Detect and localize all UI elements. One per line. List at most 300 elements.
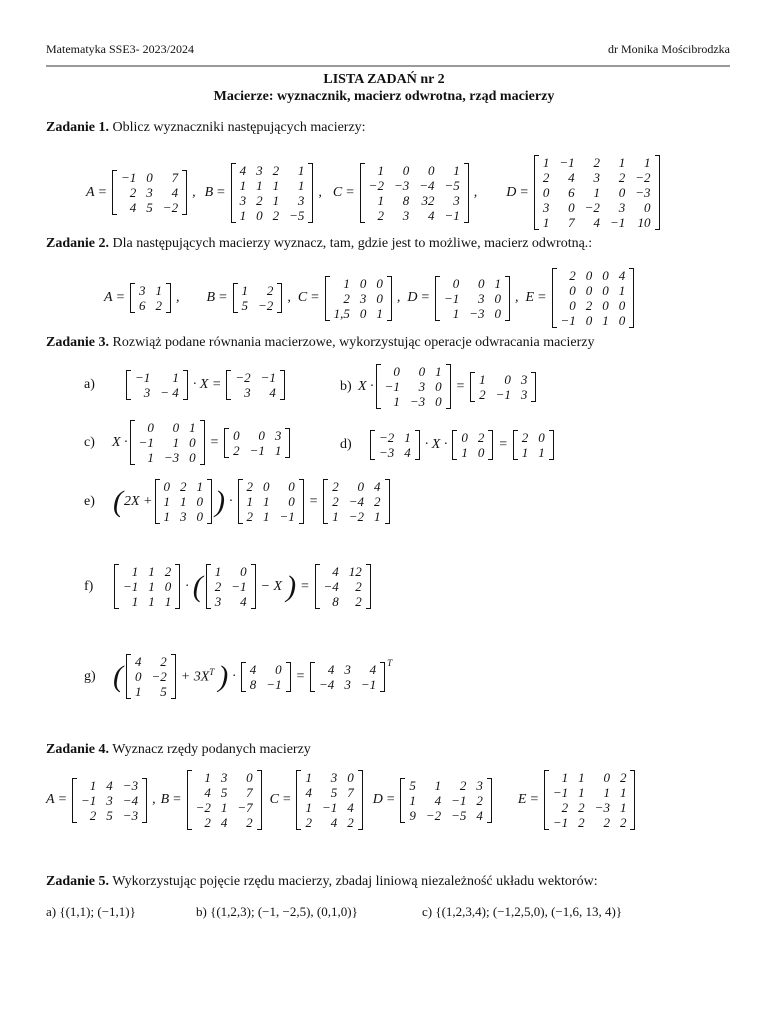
equation-c: c) X · 0 0 1 −1 1 0 1 −3 0 = 0 0 3 2 −1 1 <box>84 420 292 465</box>
matrix-cell: 2 <box>459 777 467 793</box>
matrix-cell: −3 <box>594 800 610 815</box>
matrix-row <box>380 364 447 379</box>
matrix-cell: 0 <box>357 479 365 494</box>
matrix-row <box>439 306 506 321</box>
equation-a: a) −1 1 3 − 4 · X = −2 −1 3 4 <box>84 370 287 400</box>
matrix-cell: 0 <box>135 669 142 684</box>
matrix-row <box>159 509 209 524</box>
matrix-row <box>76 808 143 823</box>
matrix-grid <box>556 268 631 328</box>
matrix-cell: 2 <box>246 509 253 524</box>
matrix-cell: 1 <box>521 445 529 460</box>
matrix-row <box>134 283 167 298</box>
matrix-cell: 1 <box>618 283 626 298</box>
eq-f-matrix-1 <box>114 564 180 609</box>
matrix-cell: 2 <box>160 654 167 669</box>
matrix-row <box>116 170 183 185</box>
matrix-cell: 1 <box>434 777 442 793</box>
vectors-b: b) {(1,2,3); (−1, −2,5), (0,1,0)} <box>196 904 358 919</box>
eq-g-rhs <box>310 662 385 692</box>
matrix-cell: 1 <box>131 564 139 579</box>
matrix-row <box>327 479 385 494</box>
matrix-row <box>329 291 388 306</box>
matrix-row <box>327 509 385 524</box>
matrix-cell: 2 <box>521 430 529 445</box>
matrix-cell: 3 <box>220 770 228 785</box>
matrix-cell: 3 <box>297 192 305 208</box>
equation-d-label: d) <box>340 437 352 452</box>
matrix-row <box>404 778 488 793</box>
matrix-cell: 1 <box>305 800 312 815</box>
matrix-cell: 1 <box>189 420 196 435</box>
matrix-cell: 1 <box>256 177 263 193</box>
matrix-cell: 4 <box>249 661 257 677</box>
matrix-row <box>404 808 488 823</box>
matrix-cell: −1 <box>552 785 569 800</box>
matrix-cell: 0 <box>402 162 410 178</box>
matrix-cell: 4 <box>618 268 626 283</box>
matrix-row <box>134 420 201 435</box>
task4-matrix-b <box>187 770 262 830</box>
matrix-cell: 5 <box>160 684 167 699</box>
matrix-grid <box>374 430 416 460</box>
matrix-cell: 1 <box>272 177 280 193</box>
task4-matrix-e <box>544 770 636 830</box>
matrix-cell: 0 <box>172 420 180 435</box>
matrix-cell: 0 <box>452 275 460 291</box>
matrix-row <box>237 298 279 313</box>
matrix-cell: 0 <box>538 430 545 445</box>
matrix-cell: −1 <box>384 379 400 394</box>
matrix-cell: −2 <box>151 669 167 684</box>
matrix-grid <box>159 479 209 524</box>
matrix-cell: 1 <box>542 155 550 170</box>
matrix-cell: 2 <box>347 815 354 830</box>
matrix-cell: 7 <box>568 215 575 230</box>
matrix-grid <box>191 770 258 830</box>
matrix-cell: 6 <box>139 298 146 313</box>
matrix-row <box>300 815 358 830</box>
matrix-row <box>364 193 465 208</box>
task-5-heading <box>46 874 598 890</box>
matrix-row <box>235 208 310 223</box>
equation-e: e) ( 2X + 0 2 1 1 1 0 1 3 0 ) · 2 0 0 1 1 0 2 1 −1 = 2 0 4 2 −4 2 1 −2 1 <box>84 479 392 524</box>
matrix-grid <box>118 564 176 609</box>
eq-c-matrix-1 <box>130 420 205 465</box>
matrix-cell: 0 <box>603 770 610 785</box>
matrix-cell: 1 <box>593 185 600 200</box>
matrix-cell: −1 <box>321 800 338 815</box>
matrix-cell: 4 <box>171 185 179 200</box>
matrix-cell: 3 <box>244 385 251 400</box>
matrix-cell: −4 <box>319 676 335 692</box>
matrix-cell: 0 <box>478 275 485 291</box>
matrix-row <box>439 291 506 306</box>
matrix-grid <box>517 430 550 460</box>
matrix-cell: −1 <box>495 386 511 402</box>
matrix-row <box>319 564 367 579</box>
matrix-cell: −1 <box>552 815 569 830</box>
matrix-cell: − 4 <box>160 385 179 400</box>
matrix-row <box>134 435 201 450</box>
matrix-cell: −1 <box>123 579 139 594</box>
matrix-row <box>76 778 143 793</box>
matrix-cell: 12 <box>348 564 362 579</box>
task4-matrix-a <box>72 778 147 823</box>
matrix-cell: 3 <box>476 777 483 793</box>
matrix-cell: −5 <box>289 207 305 223</box>
matrix-row <box>456 445 489 460</box>
matrix-cell: 4 <box>220 815 228 830</box>
matrix-cell: 2 <box>578 800 585 815</box>
matrix-cell: 2 <box>542 170 550 185</box>
matrix-cell: 0 <box>569 298 576 313</box>
matrix-cell: 1 <box>461 445 468 460</box>
matrix-cell: −2 <box>235 370 251 385</box>
matrix-cell: 0 <box>618 313 626 328</box>
matrix-grid <box>242 479 300 524</box>
matrix-cell: 4 <box>239 162 247 178</box>
matrix-cell: 3 <box>344 676 351 692</box>
matrix-cell: 2 <box>603 815 610 830</box>
matrix-cell: 3 <box>453 192 460 208</box>
matrix-row <box>118 579 176 594</box>
matrix-cell: −4 <box>323 579 339 594</box>
matrix-cell: 2 <box>256 192 263 208</box>
matrix-row <box>329 276 388 291</box>
matrix-row <box>230 385 281 400</box>
matrix-cell: 2 <box>561 800 569 815</box>
eq-a-rhs <box>226 370 285 400</box>
matrix-cell: 0 <box>359 275 367 291</box>
matrix-cell: 1 <box>204 770 211 785</box>
matrix-cell: 4 <box>269 385 276 400</box>
matrix-cell: 0 <box>461 430 468 445</box>
task2-matrix-a <box>130 283 171 313</box>
matrix-grid <box>456 430 489 460</box>
matrix-cell: 4 <box>129 200 137 215</box>
matrix-row <box>404 793 488 808</box>
matrix-row <box>130 370 184 385</box>
matrix-cell: 2 <box>476 792 483 808</box>
matrix-cell: 0 <box>288 479 295 494</box>
matrix-cell: 3 <box>520 386 528 402</box>
task-2-label: Zadanie 2. <box>46 236 110 251</box>
matrix-cell: 0 <box>376 290 383 306</box>
matrix-row <box>235 163 310 178</box>
matrix-cell: 2 <box>619 770 627 785</box>
matrix-cell: 4 <box>305 785 312 800</box>
equation-g: g) ( 4 2 0 −2 1 5 + $3X^T$ ) · 4 0 8 −1 = 4 3 4 −4 3 −1 $^T$ <box>84 654 393 699</box>
matrix-grid <box>116 170 183 215</box>
matrix-cell: 4 <box>204 785 211 800</box>
task-4-text: Wyznacz rzędy podanych macierzy <box>109 742 311 757</box>
matrix-row <box>538 185 656 200</box>
matrix-cell: 2 <box>129 185 137 200</box>
matrix-row <box>314 677 381 692</box>
matrix-grid <box>130 654 172 699</box>
matrix-cell: −1 <box>451 792 467 808</box>
task-3-label: Zadanie 3. <box>46 335 110 350</box>
matrix-row <box>245 662 287 677</box>
task-4-formulas: A = 1 4 −3 −1 3 −4 2 5 −3 , B = 1 3 0 4 5 7 −2 1 −7 2 4 2 C = 1 3 0 4 5 7 1 −1 4 2 4 2 D = 5 1 2 3 1 4 −1 2 9 −2 −5 4 E = 1 1 0 2 −1 1 1 1 2 2 −3 1 −1 2 2 2 <box>46 770 637 830</box>
eq-e-matrix-1 <box>155 479 213 524</box>
matrix-cell: −2 <box>195 800 211 815</box>
matrix-cell: 0 <box>359 305 367 321</box>
matrix-cell: −5 <box>444 177 460 193</box>
matrix-cell: −1 <box>249 442 265 458</box>
matrix-cell: 1 <box>163 494 170 509</box>
matrix-cell: 0 <box>275 661 282 677</box>
matrix-cell: 4 <box>404 445 411 460</box>
matrix-cell: 1 <box>164 594 172 609</box>
matrix-cell: 2 <box>214 579 222 594</box>
matrix-cell: 32 <box>421 192 435 208</box>
matrix-cell: 2 <box>246 815 253 830</box>
task2-matrix-d <box>435 276 510 321</box>
matrix-row <box>374 430 416 445</box>
matrix-cell: 1,5 <box>333 305 350 321</box>
task-5-text: Wykorzystując pojęcie rzędu macierzy, zbadaj liniową niezależność układu wektorów: <box>109 874 598 889</box>
eq-d-matrix-1 <box>370 430 420 460</box>
matrix-cell: 4 <box>476 807 483 823</box>
matrix-cell: 2 <box>479 386 486 402</box>
eq-b-rhs <box>470 372 536 402</box>
matrix-cell: 4 <box>240 594 247 609</box>
matrix-cell: 1 <box>263 494 270 509</box>
matrix-cell: −3 <box>122 807 139 823</box>
matrix-cell: 8 <box>332 594 339 609</box>
task2-matrix-b <box>233 283 283 313</box>
matrix-cell: 5 <box>241 298 249 313</box>
matrix-cell: 3 <box>618 200 626 215</box>
matrix-cell: −3 <box>409 394 426 409</box>
matrix-cell: 3 <box>106 792 113 808</box>
matrix-cell: 1 <box>542 215 550 230</box>
matrix-row <box>538 170 656 185</box>
matrix-cell: 8 <box>402 192 410 208</box>
matrix-cell: 3 <box>520 371 528 387</box>
matrix-cell: 2 <box>89 807 97 823</box>
matrix-row <box>116 200 183 215</box>
matrix-row <box>300 785 358 800</box>
matrix-cell: 1 <box>239 177 247 193</box>
matrix-cell: 0 <box>602 268 609 283</box>
matrix-cell: 1 <box>220 800 228 815</box>
matrix-row <box>456 430 489 445</box>
matrix-cell: 1 <box>297 162 305 178</box>
matrix-cell: 0 <box>347 770 354 785</box>
matrix-cell: 0 <box>376 275 383 291</box>
matrix-grid <box>548 770 632 830</box>
matrix-cell: 0 <box>568 200 575 215</box>
task4-matrix-d <box>400 778 492 823</box>
matrix-row <box>538 200 656 215</box>
matrix-cell: 2 <box>305 815 312 830</box>
matrix-cell: 0 <box>585 283 593 298</box>
matrix-cell: 0 <box>602 298 609 313</box>
matrix-row <box>380 379 447 394</box>
matrix-cell: 3 <box>593 170 600 185</box>
equation-c-label: c) <box>84 434 95 450</box>
equation-g-label: g) <box>84 668 96 684</box>
matrix-cell: 0 <box>569 283 576 298</box>
matrix-cell: 0 <box>435 394 442 409</box>
matrix-row <box>364 208 465 223</box>
matrix-cell: 5 <box>106 807 113 823</box>
matrix-cell: 4 <box>106 777 113 793</box>
matrix-cell: 2 <box>272 207 280 223</box>
task1-matrix-d <box>534 155 660 230</box>
matrix-cell: −3 <box>122 777 139 793</box>
matrix-cell: 5 <box>220 785 228 800</box>
matrix-row <box>130 385 184 400</box>
matrix-cell: −5 <box>451 807 467 823</box>
task2-matrix-c <box>325 276 392 321</box>
matrix-row <box>159 479 209 494</box>
eq-d-matrix-2 <box>452 430 493 460</box>
matrix-cell: 2 <box>272 162 280 178</box>
matrix-cell: 0 <box>196 494 203 509</box>
matrix-cell: −4 <box>348 494 365 509</box>
matrix-cell: 3 <box>214 594 222 609</box>
matrix-row <box>517 445 550 460</box>
header-course: Matematyka SSE3- 2023/2024 <box>46 42 194 56</box>
matrix-cell: −1 <box>559 155 575 170</box>
matrix-grid <box>329 276 388 321</box>
matrix-cell: 2 <box>355 579 362 594</box>
matrix-cell: 4 <box>369 661 377 677</box>
matrix-row <box>235 193 310 208</box>
matrix-cell: 2 <box>374 494 381 509</box>
eq-c-rhs <box>224 428 290 458</box>
matrix-cell: −2 <box>258 298 274 313</box>
matrix-row <box>556 283 631 298</box>
matrix-cell: 0 <box>146 170 153 185</box>
matrix-cell: 3 <box>143 385 151 400</box>
matrix-cell: −1 <box>279 509 295 524</box>
matrix-cell: 1 <box>172 435 180 450</box>
matrix-row <box>228 428 286 443</box>
matrix-cell: 1 <box>479 371 486 387</box>
matrix-row <box>314 662 381 677</box>
matrix-grid <box>380 364 447 409</box>
matrix-cell: 0 <box>585 313 593 328</box>
matrix-cell: 8 <box>249 676 257 692</box>
matrix-cell: 0 <box>618 298 626 313</box>
matrix-row <box>210 579 252 594</box>
matrix-cell: −3 <box>635 185 651 200</box>
matrix-cell: 1 <box>263 509 270 524</box>
matrix-row <box>474 387 532 402</box>
matrix-cell: 1 <box>644 155 651 170</box>
matrix-cell: 1 <box>602 313 609 328</box>
matrix-row <box>118 594 176 609</box>
matrix-cell: 3 <box>478 290 485 306</box>
matrix-row <box>242 479 300 494</box>
matrix-row <box>130 654 172 669</box>
matrix-cell: 1 <box>246 494 253 509</box>
matrix-cell: 5 <box>330 785 338 800</box>
task-4-label: Zadanie 4. <box>46 742 110 757</box>
matrix-cell: 0 <box>147 420 154 435</box>
matrix-cell: −1 <box>260 370 276 385</box>
matrix-cell: 1 <box>297 177 305 193</box>
matrix-cell: 0 <box>494 305 501 321</box>
matrix-cell: 5 <box>146 200 153 215</box>
matrix-row <box>538 155 656 170</box>
matrix-cell: −1 <box>560 313 576 328</box>
matrix-cell: 1 <box>155 283 163 298</box>
matrix-cell: 0 <box>164 579 172 594</box>
task-5-label: Zadanie 5. <box>46 874 110 889</box>
matrix-grid <box>245 662 287 692</box>
matrix-grid <box>364 163 465 223</box>
matrix-cell: 10 <box>637 215 651 230</box>
matrix-cell: 1 <box>148 564 155 579</box>
matrix-grid <box>538 155 656 230</box>
matrix-cell: 1 <box>374 509 381 524</box>
matrix-cell: 1 <box>494 275 501 291</box>
matrix-cell: 1 <box>435 364 442 379</box>
matrix-cell: 7 <box>347 785 354 800</box>
equation-f-label: f) <box>84 578 94 594</box>
matrix-row <box>319 594 367 609</box>
matrix-cell: 2 <box>585 298 593 313</box>
matrix-cell: 2 <box>155 298 163 313</box>
matrix-row <box>327 494 385 509</box>
matrix-row <box>548 785 632 800</box>
eq-a-matrix-1 <box>126 370 188 400</box>
task4-matrix-c <box>296 770 362 830</box>
matrix-grid <box>76 778 143 823</box>
matrix-cell: −2 <box>162 200 179 215</box>
matrix-cell: −3 <box>163 450 180 465</box>
matrix-cell: 2 <box>332 494 339 509</box>
matrix-cell: −1 <box>138 435 154 450</box>
matrix-cell: 2 <box>180 479 187 494</box>
matrix-cell: 3 <box>239 192 247 208</box>
matrix-cell: 3 <box>330 770 338 785</box>
matrix-cell: 1 <box>452 305 460 321</box>
eq-g-matrix-2 <box>241 662 291 692</box>
matrix-grid <box>404 778 488 823</box>
matrix-cell: 1 <box>404 430 411 445</box>
matrix-cell: 0 <box>644 200 651 215</box>
matrix-cell: 1 <box>376 305 383 321</box>
vectors-a: a) {(1,1); (−1,1)} <box>46 904 136 919</box>
matrix-cell: 1 <box>578 785 585 800</box>
eq-e-rhs <box>323 479 389 524</box>
matrix-cell: −7 <box>237 800 253 815</box>
matrix-cell: 0 <box>435 379 442 394</box>
matrix-row <box>130 684 172 699</box>
matrix-cell: −2 <box>379 430 395 445</box>
task-4-heading <box>46 742 311 758</box>
matrix-cell: −3 <box>469 305 485 321</box>
matrix-row <box>242 494 300 509</box>
matrix-cell: 2 <box>266 283 274 298</box>
matrix-row <box>191 800 258 815</box>
matrix-cell: 1 <box>241 283 249 298</box>
equation-b-label: b) <box>340 378 352 394</box>
matrix-cell: 1 <box>538 445 545 460</box>
matrix-cell: 2 <box>355 594 362 609</box>
matrix-cell: 0 <box>428 162 435 178</box>
matrix-cell: 1 <box>214 564 222 579</box>
matrix-row <box>116 185 183 200</box>
matrix-cell: −2 <box>348 509 365 524</box>
